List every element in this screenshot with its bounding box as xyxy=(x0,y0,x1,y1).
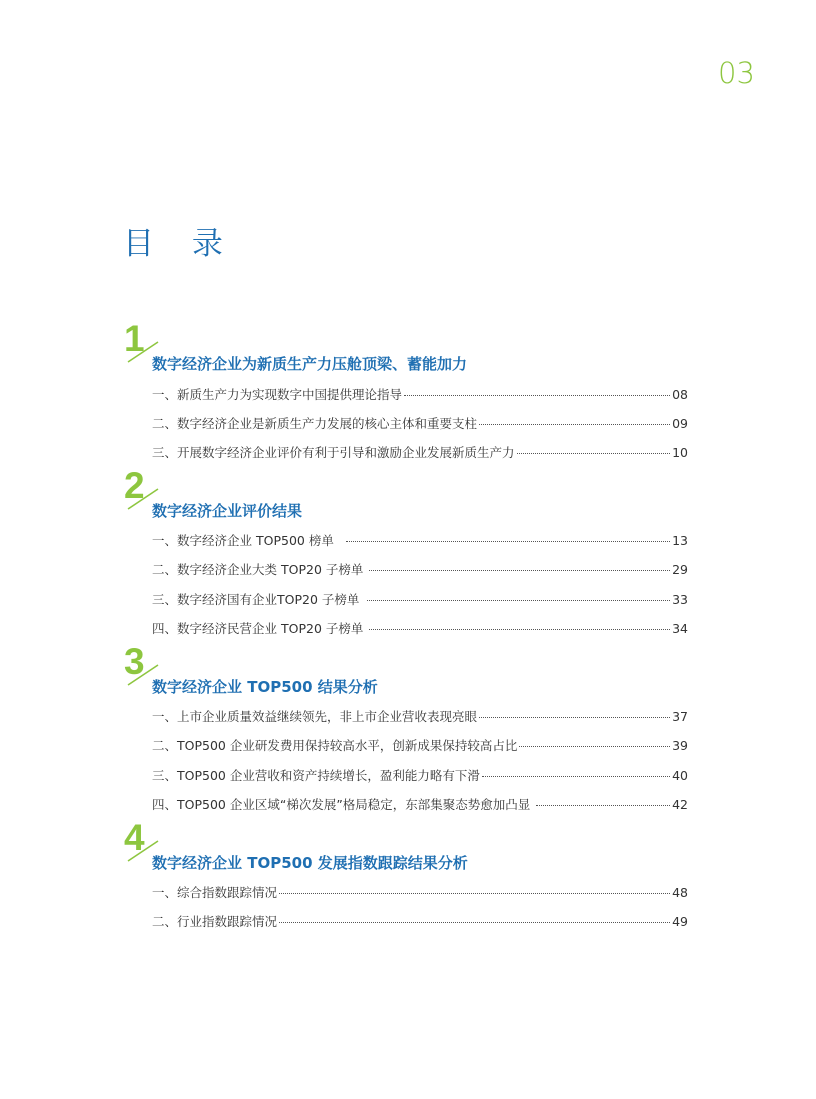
section-heading: 数字经济企业 TOP500 结果分析 xyxy=(152,678,378,696)
toc-entry-label: 一、上市企业质量效益继续领先，非上市企业营收表现亮眼 xyxy=(152,709,478,724)
dot-leader xyxy=(369,629,670,630)
toc-entry[interactable] xyxy=(152,883,688,901)
toc-entry-page: 09 xyxy=(672,416,688,431)
toc-entry-page: 33 xyxy=(672,592,688,607)
section-number: 2 xyxy=(124,465,145,506)
toc-entry[interactable] xyxy=(152,531,688,549)
toc-entry-page: 08 xyxy=(672,387,688,402)
toc-entry[interactable] xyxy=(152,766,688,784)
toc-entry[interactable] xyxy=(152,619,688,637)
toc-entry-page: 49 xyxy=(672,914,688,929)
toc-entry-page: 34 xyxy=(672,621,688,636)
toc-entry-label: 一、数字经济企业 TOP500 榜单 xyxy=(152,533,334,548)
dot-leader xyxy=(536,805,670,806)
dot-leader xyxy=(346,541,670,542)
toc-entry-page: 13 xyxy=(672,533,688,548)
dot-leader xyxy=(519,746,670,747)
section-number: 4 xyxy=(124,817,145,858)
toc-entry-page: 40 xyxy=(672,768,688,783)
toc-entry-page: 39 xyxy=(672,738,688,753)
toc-entry-label: 一、综合指数跟踪情况 xyxy=(152,885,278,900)
toc-entry-page: 48 xyxy=(672,885,688,900)
toc-entry[interactable] xyxy=(152,560,688,578)
toc-entry-page: 37 xyxy=(672,709,688,724)
toc-entry-label: 三、开展数字经济企业评价有利于引导和激励企业发展新质生产力 xyxy=(152,445,515,460)
dot-leader xyxy=(482,776,670,777)
section-heading: 数字经济企业为新质生产力压舱顶梁、蓄能加力 xyxy=(152,355,468,373)
toc-entry-label: 三、数字经济国有企业TOP20 子榜单 xyxy=(152,592,360,607)
toc-entry[interactable] xyxy=(152,707,688,725)
section-heading: 数字经济企业评价结果 xyxy=(152,502,303,520)
toc-entry-label: 二、数字经济企业大类 TOP20 子榜单 xyxy=(152,562,364,577)
toc-title: 目 录 xyxy=(123,226,237,262)
toc-entry[interactable] xyxy=(152,385,688,403)
toc-entry[interactable] xyxy=(152,736,688,754)
toc-entry[interactable] xyxy=(152,414,688,432)
section-number: 3 xyxy=(124,641,145,682)
toc-entry-label: 二、数字经济企业是新质生产力发展的核心主体和重要支柱 xyxy=(152,416,478,431)
toc-entry[interactable] xyxy=(152,590,688,608)
dot-leader xyxy=(517,453,671,454)
dot-leader xyxy=(367,600,670,601)
dot-leader xyxy=(279,893,670,894)
page-number: 03 xyxy=(718,56,755,90)
section-number: 1 xyxy=(124,318,145,359)
dot-leader xyxy=(479,424,670,425)
toc-entry-label: 二、TOP500 企业研发费用保持较高水平，创新成果保持较高占比 xyxy=(152,738,518,753)
section-heading: 数字经济企业 TOP500 发展指数跟踪结果分析 xyxy=(152,854,468,872)
toc-entry-page: 10 xyxy=(672,445,688,460)
dot-leader xyxy=(479,717,670,718)
toc-entry[interactable] xyxy=(152,795,688,813)
toc-entry-label: 二、行业指数跟踪情况 xyxy=(152,914,278,929)
dot-leader xyxy=(369,570,670,571)
toc-entry-label: 四、数字经济民营企业 TOP20 子榜单 xyxy=(152,621,364,636)
toc-entry-page: 42 xyxy=(672,797,688,812)
toc-entry[interactable] xyxy=(152,443,688,461)
dot-leader xyxy=(279,922,670,923)
toc-entry-label: 四、TOP500 企业区域“梯次发展”格局稳定，东部集聚态势愈加凸显 xyxy=(152,797,531,812)
toc-entry-label: 三、TOP500 企业营收和资产持续增长，盈利能力略有下滑 xyxy=(152,768,480,783)
toc-entry-page: 29 xyxy=(672,562,688,577)
dot-leader xyxy=(404,395,670,396)
toc-entry[interactable] xyxy=(152,912,688,930)
toc-entry-label: 一、新质生产力为实现数字中国提供理论指导 xyxy=(152,387,403,402)
